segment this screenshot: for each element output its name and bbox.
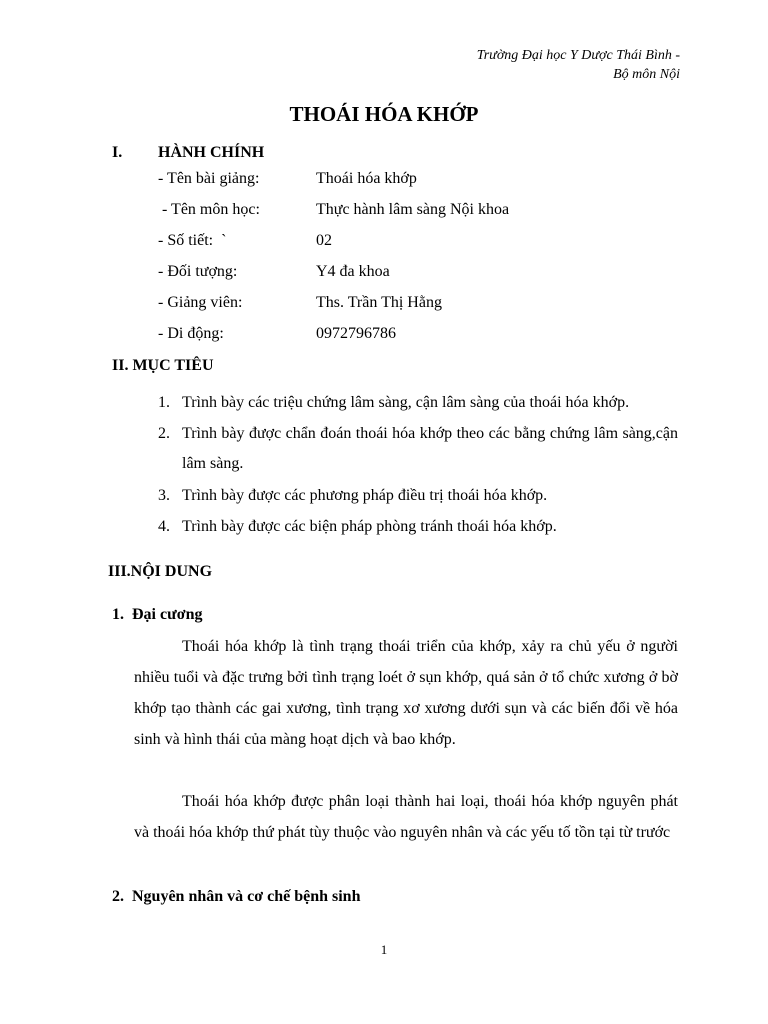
header-line-2: Bộ môn Nội (613, 67, 680, 82)
goal-text: Trình bày được chẩn đoán thoái hóa khớp theo các bằng chứng lâm sàng,cận lâm sàng. (182, 425, 678, 472)
goal-text: Trình bày các triệu chứng lâm sàng, cận lâm sàng của thoái hóa khớp. (182, 394, 630, 411)
subsection-2-heading: 2. Nguyên nhân và cơ chế bệnh sinh (112, 888, 361, 905)
paragraph-classification: Thoái hóa khớp được phân loại thành hai loại, thoái hóa khớp nguyên phát và thoái hóa khớp thứ phát tùy thuộc vào nguyên nhân và các yếu tố tồn tại từ trước (134, 793, 678, 841)
section-2-heading: II. MỤC TIÊU (112, 357, 214, 374)
info-label: - Số tiết: ` (158, 232, 227, 249)
goal-text: Trình bày được các biện pháp phòng tránh thoái hóa khớp. (182, 518, 557, 535)
info-label: - Di động: (158, 325, 224, 342)
goal-number: 3. (158, 487, 170, 504)
info-label: - Tên bài giảng: (158, 170, 260, 187)
subsection-1-heading: 1. Đại cương (112, 606, 203, 623)
document-title: THOÁI HÓA KHỚP (289, 102, 479, 126)
info-label: - Tên môn học: (158, 201, 260, 218)
info-label: - Đối tượng: (158, 263, 238, 280)
info-value: Thực hành lâm sàng Nội khoa (316, 201, 510, 218)
section-1-number: I. (112, 144, 123, 161)
goal-number: 1. (158, 394, 170, 411)
info-value: Thoái hóa khớp (316, 170, 417, 187)
paragraph-intro: Thoái hóa khớp là tình trạng thoái triển của khớp, xảy ra chủ yếu ở người nhiều tuổi và đặc trưng bởi tình trạng loét ở sụn khớp, quá sản ở tổ chức xương ở bờ khớp tạo thành các gai xương, tình trạng xơ xương dưới sụn và các biến đổi về hóa sinh và hình thái của màng hoạt dịch và bao khớp. (134, 638, 678, 748)
goal-item (158, 481, 678, 511)
info-value: 02 (316, 232, 332, 249)
goal-item (158, 388, 678, 418)
info-value: Ths. Trần Thị Hằng (316, 294, 442, 311)
info-label: - Giảng viên: (158, 294, 243, 311)
header-line-1: Trường Đại học Y Dược Thái Bình - (476, 48, 680, 63)
section-3-heading: III.NỘI DUNG (108, 563, 213, 580)
info-value: 0972796786 (316, 325, 396, 342)
page-number: 1 (380, 942, 388, 957)
goal-text: Trình bày được các phương pháp điều trị thoái hóa khớp. (182, 487, 548, 504)
section-1-heading: HÀNH CHÍNH (158, 144, 265, 161)
goal-item (158, 512, 678, 542)
goal-item (158, 419, 678, 479)
info-value: Y4 đa khoa (316, 263, 390, 280)
goal-number: 4. (158, 518, 170, 535)
goal-number: 2. (158, 425, 170, 442)
institution-header (477, 46, 680, 84)
